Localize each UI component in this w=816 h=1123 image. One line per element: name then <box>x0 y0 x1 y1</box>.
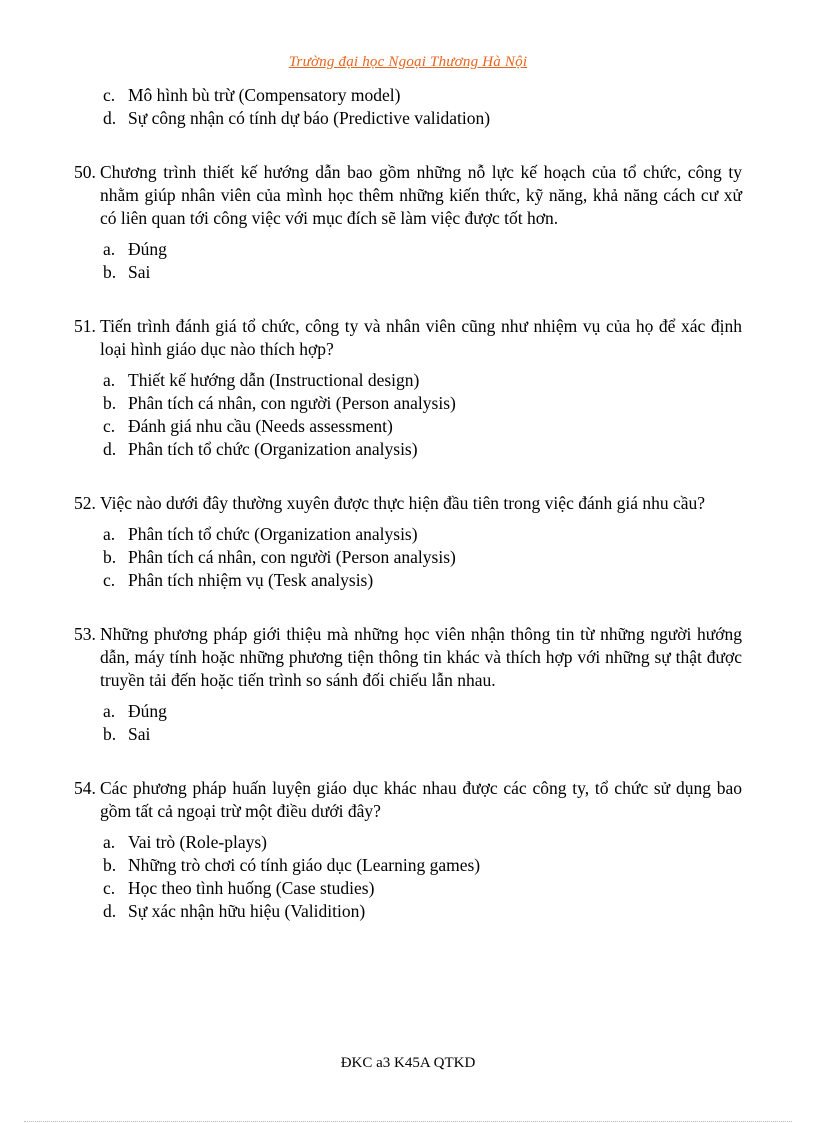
option-c <box>70 415 742 438</box>
option-letter: a. <box>103 832 116 852</box>
option-text: Phân tích cá nhân, con người (Person analysis) <box>128 393 456 413</box>
option-a <box>70 369 742 392</box>
question-51-options <box>70 369 742 461</box>
question-54-options <box>70 831 742 923</box>
option-a <box>70 831 742 854</box>
option-text: Học theo tình huống (Case studies) <box>128 878 375 898</box>
option-text: Đúng <box>128 701 167 721</box>
option-b <box>70 392 742 415</box>
option-text: Phân tích tổ chức (Organization analysis) <box>128 524 418 544</box>
page-header: Trường đại học Ngoại Thương Hà Nội <box>288 54 528 70</box>
option-b <box>70 261 742 284</box>
option-c <box>70 84 742 107</box>
question-number: 50. <box>74 162 96 182</box>
option-letter: a. <box>103 524 116 544</box>
page-footer: ĐKC a3 K45A QTKD <box>340 1055 476 1071</box>
option-text: Mô hình bù trừ (Compensatory model) <box>128 85 401 105</box>
question-50-options <box>70 238 742 284</box>
option-text: Phân tích nhiệm vụ (Tesk analysis) <box>128 570 374 590</box>
option-letter: d. <box>103 439 117 459</box>
option-d <box>70 107 742 130</box>
option-d <box>70 438 742 461</box>
question-text: Chương trình thiết kế hướng dẫn bao gồm những nỗ lực kế hoạch của tổ chức, công ty nhằm giúp nhân viên của mình học thêm những kiến thức, kỹ năng, khả năng cách cư xử có liên quan tới công việc với mục đích sẽ làm việc được tốt hơn. <box>100 162 742 228</box>
option-letter: c. <box>103 85 116 105</box>
question-text: Tiến trình đánh giá tổ chức, công ty và nhân viên cũng như nhiệm vụ của họ để xác định loại hình giáo dục nào thích hợp? <box>100 316 742 359</box>
option-letter: c. <box>103 878 116 898</box>
option-text: Sai <box>128 724 151 744</box>
option-b <box>70 854 742 877</box>
option-letter: a. <box>103 370 116 390</box>
question-53 <box>70 623 742 692</box>
question-54 <box>70 777 742 823</box>
question-text: Những phương pháp giới thiệu mà những học viên nhận thông tin từ những người hướng dẫn, máy tính hoặc những phương tiện thông tin khác và thích hợp với những sự thật được truyền tải đến hoặc tiến trình so sánh đối chiếu lẫn nhau. <box>100 624 742 690</box>
option-a <box>70 238 742 261</box>
option-letter: a. <box>103 239 116 259</box>
option-b <box>70 546 742 569</box>
option-a <box>70 523 742 546</box>
option-letter: d. <box>103 901 117 921</box>
option-text: Sự xác nhận hữu hiệu (Validition) <box>128 901 366 921</box>
question-51 <box>70 315 742 361</box>
option-text: Phân tích cá nhân, con người (Person analysis) <box>128 547 456 567</box>
option-letter: c. <box>103 416 116 436</box>
option-a <box>70 700 742 723</box>
option-text: Vai trò (Role-plays) <box>128 832 267 852</box>
option-letter: b. <box>103 855 117 875</box>
option-c <box>70 877 742 900</box>
option-c <box>70 569 742 592</box>
page-bottom-divider <box>24 1121 792 1122</box>
option-d <box>70 900 742 923</box>
option-text: Đánh giá nhu cầu (Needs assessment) <box>128 416 393 436</box>
question-number: 54. <box>74 778 96 798</box>
question-50 <box>70 161 742 230</box>
option-letter: b. <box>103 547 117 567</box>
option-letter: b. <box>103 724 117 744</box>
option-letter: b. <box>103 393 117 413</box>
option-letter: d. <box>103 108 117 128</box>
option-letter: a. <box>103 701 116 721</box>
option-text: Thiết kế hướng dẫn (Instructional design) <box>128 370 420 390</box>
question-text: Việc nào dưới đây thường xuyên được thực hiện đầu tiên trong việc đánh giá nhu cầu? <box>100 493 706 513</box>
option-text: Đúng <box>128 239 167 259</box>
option-b <box>70 723 742 746</box>
question-52 <box>70 492 742 515</box>
question-52-options <box>70 523 742 592</box>
question-number: 51. <box>74 316 96 336</box>
question-number: 53. <box>74 624 96 644</box>
top-options <box>70 84 742 130</box>
option-letter: c. <box>103 570 116 590</box>
option-text: Sai <box>128 262 151 282</box>
question-53-options <box>70 700 742 746</box>
question-number: 52. <box>74 493 96 513</box>
document-body <box>70 84 742 923</box>
question-text: Các phương pháp huấn luyện giáo dục khác nhau được các công ty, tổ chức sử dụng bao gồm tất cả ngoại trừ một điều dưới đây? <box>100 778 742 821</box>
option-text: Sự công nhận có tính dự báo (Predictive validation) <box>128 108 491 128</box>
option-text: Những trò chơi có tính giáo dục (Learning games) <box>128 855 481 875</box>
option-text: Phân tích tổ chức (Organization analysis) <box>128 439 418 459</box>
option-letter: b. <box>103 262 117 282</box>
